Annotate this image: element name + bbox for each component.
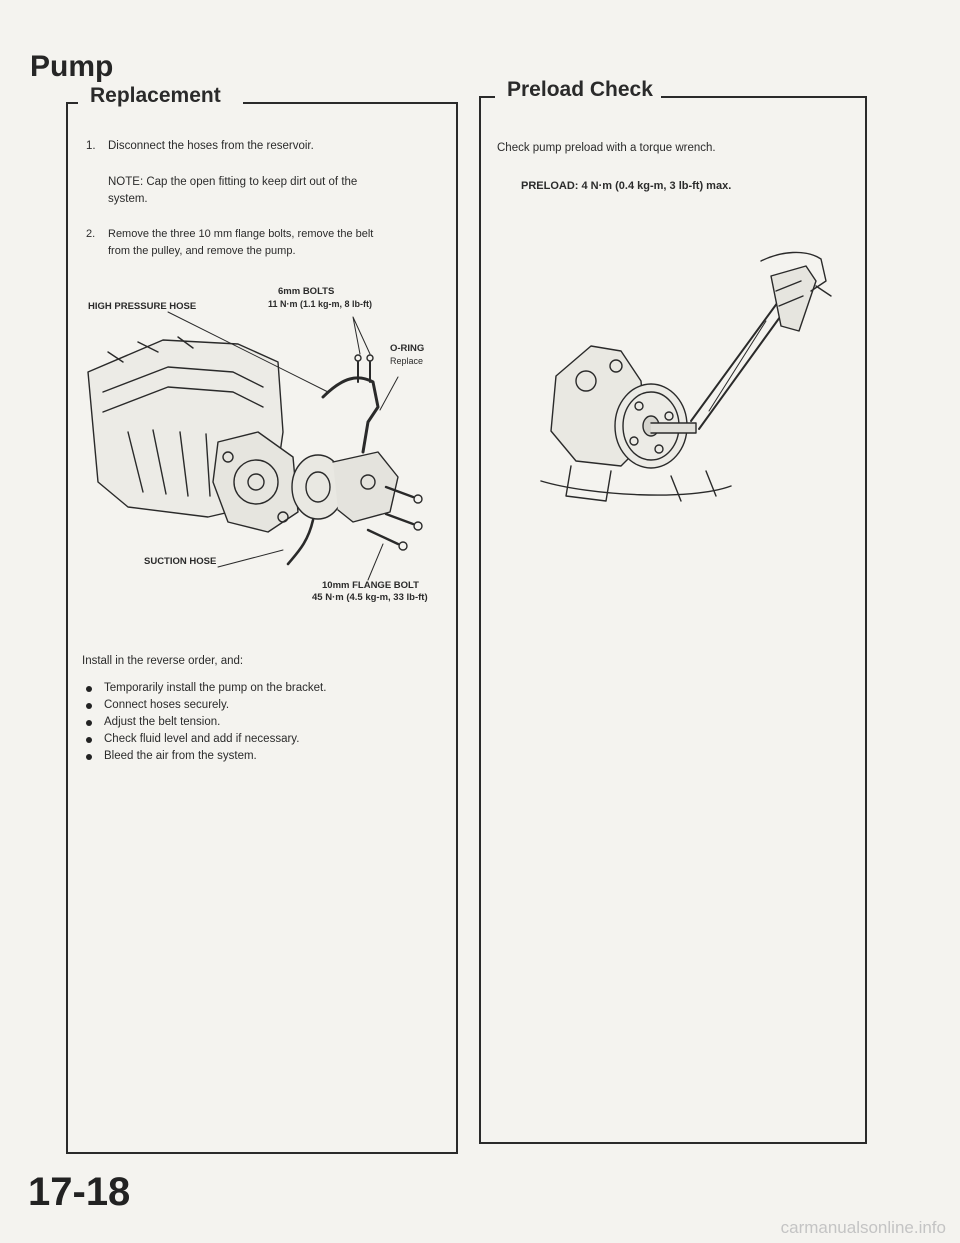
install-step: Adjust the belt tension. <box>82 714 442 731</box>
panel-rule-right <box>659 96 865 98</box>
install-intro: Install in the reverse order, and: <box>82 655 244 667</box>
callout-6mm-bolts-label: 6mm BOLTS <box>278 286 335 297</box>
replacement-title: Replacement <box>82 84 229 108</box>
preload-check-panel <box>479 78 867 1144</box>
step-2-line-1: Remove the three 10 mm flange bolts, remove the belt <box>108 228 374 240</box>
install-step: Bleed the air from the system. <box>82 748 442 765</box>
install-steps-list <box>82 680 442 765</box>
callout-flange-bolt-label: 10mm FLANGE BOLT <box>322 580 419 591</box>
torque-wrench-illustration <box>531 251 831 521</box>
preload-check-title: Preload Check <box>499 78 661 102</box>
panel-rule-left <box>481 96 495 98</box>
note-line-1: NOTE: Cap the open fitting to keep dirt out of the <box>108 176 358 188</box>
preload-spec: PRELOAD: 4 N·m (0.4 kg-m, 3 lb-ft) max. <box>521 180 732 192</box>
callout-o-ring-note: Replace <box>390 356 424 366</box>
preload-instruction: Check pump preload with a torque wrench. <box>497 142 716 154</box>
replacement-panel <box>66 84 458 1154</box>
step-2-number: 2. <box>86 228 96 240</box>
panel-rule-left <box>68 102 78 104</box>
step-1 <box>86 138 446 155</box>
callout-flange-bolt-torque: 45 N·m (4.5 kg-m, 33 lb-ft) <box>312 592 428 603</box>
install-step: Temporarily install the pump on the bracket. <box>82 680 442 697</box>
install-step: Connect hoses securely. <box>82 697 442 714</box>
panel-rule-right <box>243 102 456 104</box>
note-line-2: system. <box>108 193 148 205</box>
callout-6mm-bolts-torque: 11 N·m (1.1 kg-m, 8 lb-ft) <box>268 299 373 309</box>
page-heading: Pump <box>30 50 114 83</box>
step-1-number: 1. <box>86 140 96 152</box>
step-2 <box>86 226 451 260</box>
watermark: carmanualsonline.info <box>780 1218 946 1237</box>
callout-suction-hose: SUCTION HOSE <box>144 556 217 567</box>
step-2-line-2: from the pulley, and remove the pump. <box>108 245 296 257</box>
install-step: Check fluid level and add if necessary. <box>82 731 442 748</box>
callout-o-ring-label: O-RING <box>390 343 425 354</box>
page-number: 17-18 <box>28 1170 131 1214</box>
pump-removal-illustration <box>68 282 456 582</box>
step-1-text: Disconnect the hoses from the reservoir. <box>108 140 314 152</box>
callout-high-pressure-hose: HIGH PRESSURE HOSE <box>88 301 197 312</box>
note <box>108 174 453 208</box>
callout-flange-bolt <box>312 580 428 604</box>
